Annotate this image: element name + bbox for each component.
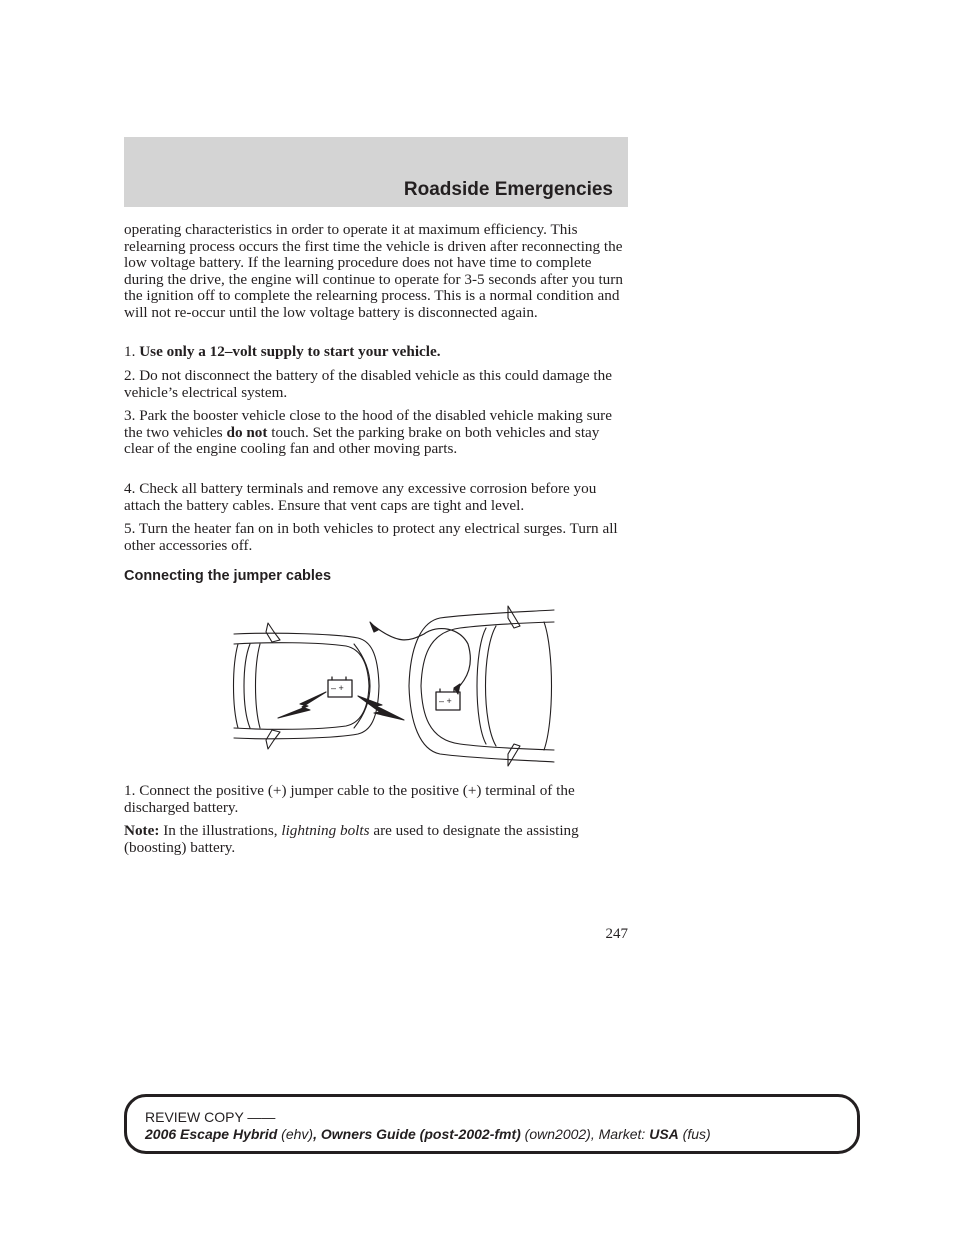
battery-left-label: – + <box>331 683 344 693</box>
footer-model: 2006 Escape Hybrid <box>145 1126 278 1142</box>
step-5-text: 5. Turn the heater fan on in both vehicles to protect any electrical surges. Turn all other accessories off. <box>124 520 618 554</box>
step-1 <box>124 344 630 361</box>
review-copy-line: REVIEW COPY —— <box>145 1109 276 1125</box>
step-1-number: 1. <box>124 343 140 360</box>
note-italic: lightning bolts <box>281 822 370 839</box>
note-label: Note: <box>124 822 160 839</box>
subheading-connecting: Connecting the jumper cables <box>124 568 332 584</box>
step-4-text: 4. Check all battery terminals and remove any excessive corrosion before you attach the battery cables. Ensure that vent caps are tight and level. <box>124 480 597 514</box>
footer-market-code: (fus) <box>678 1126 711 1142</box>
step-4 <box>124 481 630 514</box>
section-header-band <box>124 137 628 207</box>
battery-right-label: – + <box>439 696 452 706</box>
document-info-line <box>145 1126 857 1143</box>
step-2 <box>124 368 630 401</box>
step-2-text: 2. Do not disconnect the battery of the disabled vehicle as this could damage the vehicle’s electrical system. <box>124 367 612 401</box>
intro-paragraph <box>124 222 630 321</box>
note-text-b: are used to designate the assisting (boosting) battery. <box>124 822 579 856</box>
step-1-text: Use only a 12–volt supply to start your vehicle. <box>139 343 441 360</box>
connect-step-1-text: 1. Connect the positive (+) jumper cable to the positive (+) terminal of the discharged battery. <box>124 782 575 816</box>
jumper-cable-illustration <box>228 604 560 768</box>
note-paragraph <box>124 823 630 856</box>
footer-market: USA <box>649 1126 679 1142</box>
step-3-bold: do not <box>226 423 268 441</box>
note-text-a: In the illustrations, <box>159 822 282 839</box>
section-title: Roadside Emergencies <box>403 179 613 200</box>
battery-left-icon <box>328 677 352 697</box>
review-copy-footer <box>124 1094 860 1154</box>
lightning-bolt-left-icon <box>278 692 326 718</box>
footer-sep-1: , <box>313 1126 321 1142</box>
page-number: 247 <box>605 926 628 942</box>
connect-step-1 <box>124 783 630 816</box>
jumper-cable-wire <box>374 626 470 690</box>
footer-sep-2: , Market: <box>590 1126 650 1142</box>
step-5 <box>124 521 630 554</box>
footer-guide: Owners Guide (post-2002-fmt) <box>320 1126 521 1142</box>
footer-model-code: (ehv) <box>277 1126 314 1142</box>
step-3 <box>124 408 630 458</box>
step-3-text-a: 3. Park the booster vehicle close to the hood of the disabled vehicle making sure the two vehicles <box>124 407 612 441</box>
disabled-vehicle-drawing <box>234 623 380 749</box>
footer-guide-code: (own2002) <box>520 1126 591 1142</box>
intro-text: operating characteristics in order to operate it at maximum efficiency. This relearning process occurs the first time the vehicle is driven after reconnecting the low voltage battery. If the learning procedure does not have time to complete during the drive, the engine will continue to operate for 3-5 seconds after you turn the ignition off to complete the relearning process. This is a normal condition and will not re-occur until the low voltage battery is disconnected again. <box>124 221 623 321</box>
step-3-text-b: touch. Set the parking brake on both vehicles and stay clear of the engine cooling fan and other moving parts. <box>124 423 600 457</box>
cable-clamp-top-icon <box>370 622 378 632</box>
